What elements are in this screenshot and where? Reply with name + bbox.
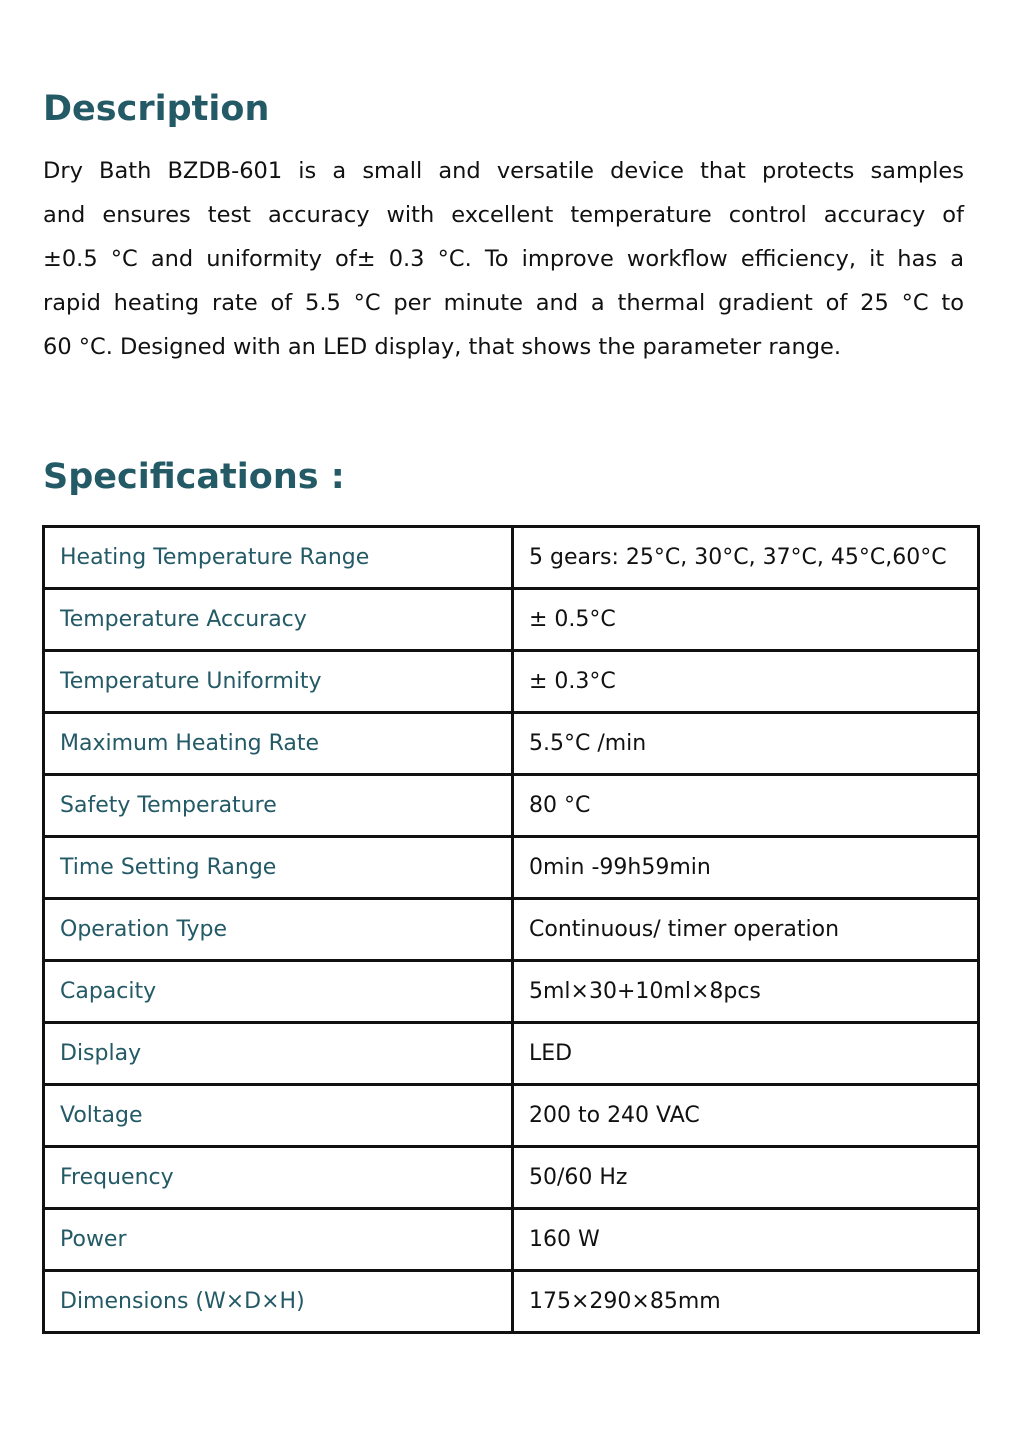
spec-row-dimensions (44, 1271, 979, 1333)
spec-label: Temperature Uniformity (44, 651, 513, 713)
spec-row-temperature-uniformity (44, 651, 979, 713)
spec-label: Heating Temperature Range (44, 527, 513, 589)
description-line: and ensures test accuracy with excellent temperature control accuracy of (43, 202, 964, 228)
description-line: rapid heating rate of 5.5 °C per minute and a thermal gradient of 25 °C to (43, 290, 964, 316)
spec-row-frequency (44, 1147, 979, 1209)
spec-label: Temperature Accuracy (44, 589, 513, 651)
specifications-heading: Specifications : (43, 457, 345, 497)
description-line: Dry Bath BZDB-601 is a small and versatile device that protects samples (43, 158, 964, 184)
spec-label: Safety Temperature (44, 775, 513, 837)
spec-label: Time Setting Range (44, 837, 513, 899)
spec-label: Voltage (44, 1085, 513, 1147)
spec-value: Continuous/ timer operation (513, 899, 979, 961)
spec-value: 5 gears: 25°C, 30°C, 37°C, 45°C,60°C (513, 527, 979, 589)
description-line: ±0.5 °C and uniformity of± 0.3 °C. To improve workflow efficiency, it has a (43, 246, 964, 272)
spec-label: Frequency (44, 1147, 513, 1209)
spec-value: 80 °C (513, 775, 979, 837)
spec-label: Operation Type (44, 899, 513, 961)
spec-value: 5.5°C /min (513, 713, 979, 775)
spec-row-display (44, 1023, 979, 1085)
spec-row-voltage (44, 1085, 979, 1147)
spec-row-time-setting-range (44, 837, 979, 899)
spec-label: Power (44, 1209, 513, 1271)
spec-row-power (44, 1209, 979, 1271)
spec-row-capacity (44, 961, 979, 1023)
spec-value: 50/60 Hz (513, 1147, 979, 1209)
spec-row-maximum-heating-rate (44, 713, 979, 775)
spec-row-heating-temperature-range (44, 527, 979, 589)
spec-value: 5ml×30+10ml×8pcs (513, 961, 979, 1023)
spec-label: Display (44, 1023, 513, 1085)
spec-row-safety-temperature (44, 775, 979, 837)
spec-value: 200 to 240 VAC (513, 1085, 979, 1147)
specifications-table (42, 525, 980, 1334)
spec-label: Dimensions (W×D×H) (44, 1271, 513, 1333)
spec-value: ± 0.5°C (513, 589, 979, 651)
spec-value: 0min -99h59min (513, 837, 979, 899)
spec-value: ± 0.3°C (513, 651, 979, 713)
spec-row-operation-type (44, 899, 979, 961)
spec-value: 175×290×85mm (513, 1271, 979, 1333)
description-paragraph (43, 149, 964, 369)
spec-label: Maximum Heating Rate (44, 713, 513, 775)
spec-value: LED (513, 1023, 979, 1085)
description-heading: Description (43, 89, 270, 129)
description-line: 60 °C. Designed with an LED display, that shows the parameter range. (43, 334, 841, 360)
spec-row-temperature-accuracy (44, 589, 979, 651)
spec-label: Capacity (44, 961, 513, 1023)
spec-value: 160 W (513, 1209, 979, 1271)
